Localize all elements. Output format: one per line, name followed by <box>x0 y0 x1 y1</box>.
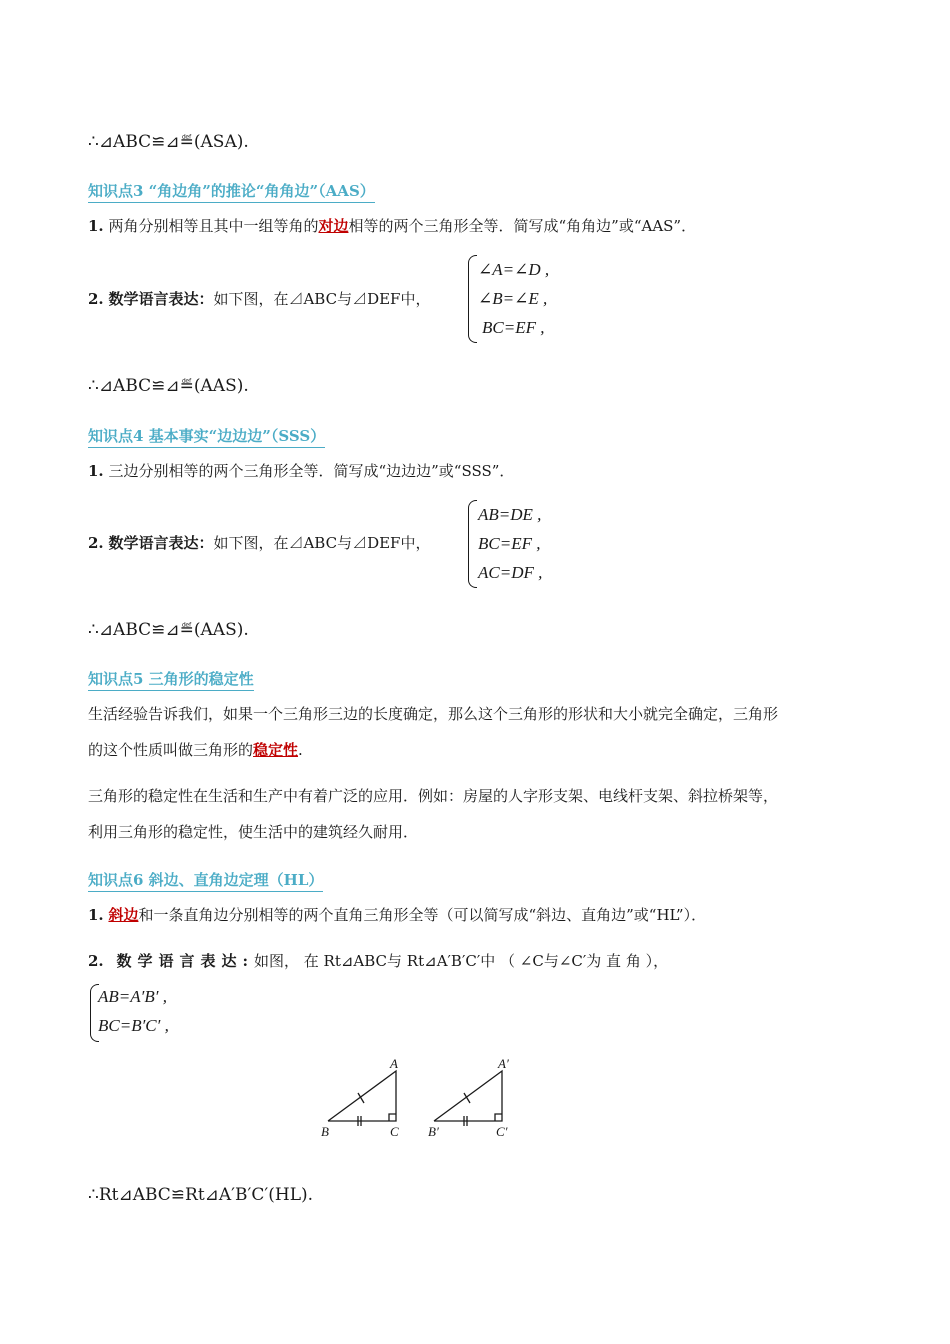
s3-p1-text-b: 相等的两个三角形全等．简写成“角角边”或“AAS”． <box>348 217 697 235</box>
s3-p2 <box>88 288 430 309</box>
heading-hl: 知识点6 斜边、直角边定理（HL） <box>88 869 323 892</box>
heading-aas: 知识点3 “角边角”的推论“角角边”（AAS） <box>88 180 375 203</box>
triangle-abc <box>328 1071 396 1126</box>
triangle-a1b1c1-outline <box>434 1071 502 1121</box>
s5-p1-line-2 <box>88 732 303 768</box>
s4-system-line-2: BC=EF , <box>478 534 541 553</box>
s3-system-line-2: ∠B=∠E , <box>478 289 548 308</box>
s6-p1-text: 和一条直角边分别相等的两个直角三角形全等（可以简写成“斜边、直角边”或“HL”）． <box>138 906 707 924</box>
s6-p2-text: 如图， 在 Rt⊿ABC与 Rt⊿A′B′C′中 （ ∠C与∠C′为 直 角 ）， <box>254 952 669 970</box>
s4-system-line-3: AC=DF , <box>478 563 543 582</box>
conclusion-hl: ∴Rt⊿ABC≌Rt⊿A′B′C′(HL). <box>88 1185 314 1205</box>
hl-figure <box>310 1055 530 1145</box>
s3-p1-number: 1. <box>88 217 104 235</box>
s4-p2-number: 2. <box>88 534 104 552</box>
s6-p1-highlight: 斜边 <box>108 906 139 924</box>
conclusion-aas: ∴⊿ABC≌⊿≝(AAS). <box>88 376 249 396</box>
s3-p2-number: 2. <box>88 290 104 308</box>
heading-sss: 知识点4 基本事实“边边边”（SSS） <box>88 425 325 448</box>
s4-p1 <box>88 460 514 481</box>
s6-system-line-2: BC=B′C′ , <box>98 1016 169 1035</box>
s6-p1-number: 1. <box>88 906 104 924</box>
s3-system-brace <box>468 255 477 343</box>
vertex-label-a: A <box>390 1056 398 1071</box>
s5-p1-text: 的这个性质叫做三角形的 <box>88 741 254 759</box>
s4-p1-text: 三边分别相等的两个三角形全等．简写成“边边边”或“SSS”． <box>108 462 515 480</box>
s4-system-line-1: AB=DE , <box>478 505 542 524</box>
s4-p1-number: 1. <box>88 462 104 480</box>
s3-system-line-3: BC=EF , <box>482 318 545 337</box>
s4-p2-label: 数学语言表达： <box>108 534 214 552</box>
vertex-label-a-prime: A′ <box>498 1056 509 1071</box>
s6-p2-label: 数学语言表达: <box>116 952 254 970</box>
heading-stability: 知识点5 三角形的稳定性 <box>88 668 254 691</box>
s4-p2-text: 如下图，在⊿ABC与⊿DEF中， <box>213 534 431 552</box>
s5-p2-line-2: 利用三角形的稳定性，使生活中的建筑经久耐用． <box>88 823 419 841</box>
s4-system-brace <box>468 500 477 588</box>
s6-p2 <box>88 950 668 971</box>
s3-p1-highlight: 对边 <box>318 217 349 235</box>
s3-p1-text-a: 两角分别相等且其中一组等角的 <box>108 217 319 235</box>
s3-system-line-1: ∠A=∠D , <box>478 260 550 279</box>
s3-p2-label: 数学语言表达： <box>108 290 214 308</box>
conclusion-sss: ∴⊿ABC≌⊿≝(AAS). <box>88 620 249 640</box>
vertex-label-b: B <box>321 1124 329 1139</box>
vertex-label-c-prime: C′ <box>496 1124 508 1139</box>
s6-p2-number: 2. <box>88 952 104 970</box>
triangle-a1b1c1-right-angle-mark <box>495 1114 502 1121</box>
vertex-label-c: C <box>390 1124 399 1139</box>
conclusion-asa: ∴⊿ABC≌⊿≝(ASA). <box>88 132 249 152</box>
triangle-abc-outline <box>328 1071 396 1121</box>
s5-p2-line-1: 三角形的稳定性在生活和生产中有着广泛的应用．例如：房屋的人字形支架、电线杆支架、斜拉桥架等， <box>88 787 779 805</box>
s4-p2 <box>88 532 430 553</box>
s3-p1 <box>88 215 696 236</box>
s5-p1-highlight: 稳定性 <box>253 741 299 759</box>
triangle-a1b1c1 <box>434 1071 502 1126</box>
vertex-label-b-prime: B′ <box>428 1124 439 1139</box>
s6-p1 <box>88 904 706 925</box>
s5-p1-end: . <box>298 741 303 759</box>
s6-system-line-1: AB=A′B′ , <box>98 987 167 1006</box>
triangle-abc-right-angle-mark <box>389 1114 396 1121</box>
s3-p2-text: 如下图，在⊿ABC与⊿DEF中， <box>213 290 431 308</box>
s5-p1-line-1: 生活经验告诉我们，如果一个三角形三边的长度确定，那么这个三角形的形状和大小就完全确定，三角形 <box>88 705 779 723</box>
